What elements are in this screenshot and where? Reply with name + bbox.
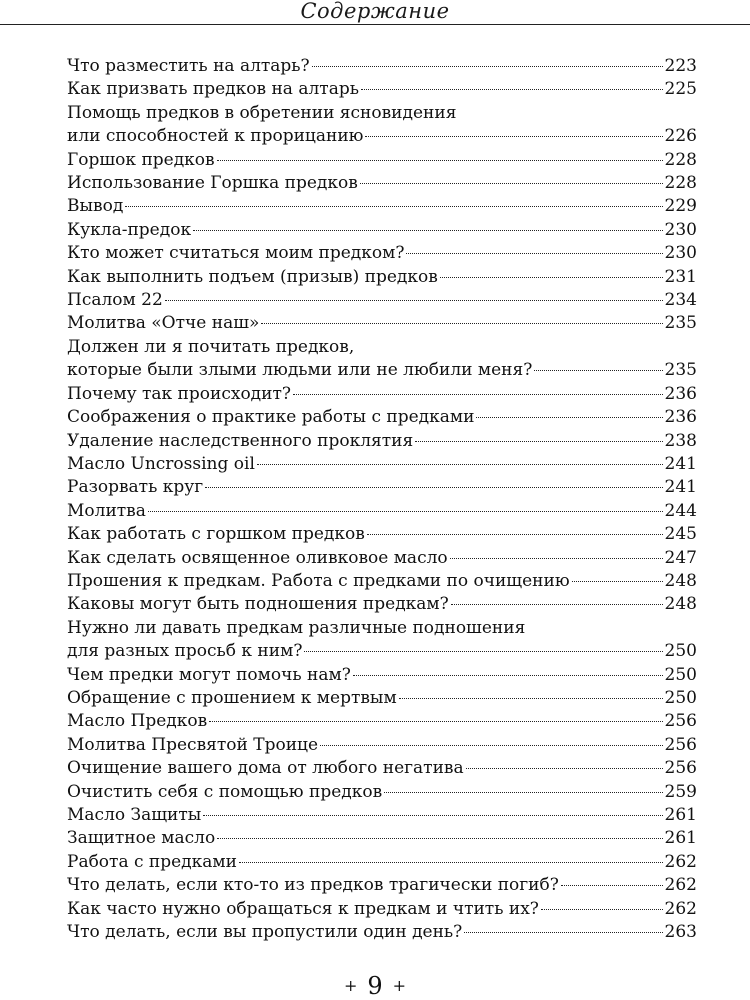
toc-entry-row [67,664,697,687]
toc-entry [67,266,697,289]
dot-leader [450,558,663,559]
dot-leader [257,464,663,465]
toc-entry-page: 256 [664,734,697,755]
toc-entry-title: Прошения к предкам. Работа с предками по очищению [67,570,570,591]
dot-leader [561,885,663,886]
dot-leader [464,932,662,933]
toc-entry [67,523,697,546]
toc-entry [67,781,697,804]
toc-entry-title: Очищение вашего дома от любого негатива [67,758,464,779]
toc-entry-row [67,289,697,312]
dot-leader [304,651,662,652]
dot-leader [361,89,663,90]
toc-entry-title: Масло Uncrossing oil [67,453,255,474]
toc-entry-page: 245 [664,524,697,545]
dot-leader [203,815,662,816]
toc-entry-page: 262 [664,875,697,896]
toc-entry-row [67,125,697,148]
toc-entry-page: 225 [664,79,697,100]
toc-entry-page: 244 [664,500,697,521]
toc-entry-title: Как призвать предков на алтарь [67,79,359,100]
toc-entry-row [67,500,697,523]
toc-entry-title: Как сделать освященное оливковое масло [67,547,448,568]
toc-entry-title: Вывод [67,196,124,217]
toc-entry-title: Горшок предков [67,149,215,170]
toc-entry-row [67,874,697,897]
toc-entry-row [67,781,697,804]
toc-entry [67,430,697,453]
toc-entry-title: Кукла-предок [67,219,192,240]
toc-entry-page: 256 [664,758,697,779]
toc-entry-page: 228 [664,149,697,170]
toc-entry-title: или способностей к прорицанию [67,126,364,147]
toc-entry-page: 234 [664,290,697,311]
toc-entry-row [67,149,697,172]
dot-leader [320,745,663,746]
toc-entry-title: Использование Горшка предков [67,173,358,194]
toc-entry-row [67,523,697,546]
toc-entry-page: 248 [664,570,697,591]
toc-entry-page: 250 [664,664,697,685]
dot-leader [406,253,662,254]
toc-entry [67,406,697,429]
dot-leader [312,66,663,67]
table-of-contents [67,55,697,944]
toc-entry [67,476,697,499]
toc-entry-page: 256 [664,711,697,732]
toc-entry-title: Обращение с прошением к мертвым [67,687,397,708]
toc-entry-title: Кто может считаться моим предком? [67,243,405,264]
toc-entry [67,757,697,780]
dot-leader [451,604,663,605]
dot-leader [466,768,663,769]
dot-leader [125,206,662,207]
toc-entry-page: 241 [664,453,697,474]
toc-entry-row [67,219,697,242]
toc-entry-title: Разорвать круг [67,477,204,498]
toc-entry [67,921,697,944]
dot-leader [415,441,662,442]
toc-entry [67,617,697,664]
toc-entry [67,383,697,406]
toc-entry [67,219,697,242]
toc-entry [67,547,697,570]
toc-entry-page: 250 [664,687,697,708]
dot-leader [165,300,663,301]
toc-entry-row [67,383,697,406]
toc-entry-row [67,359,697,382]
toc-entry-title: Что разместить на алтарь? [67,56,310,76]
toc-entry-page: 250 [664,641,697,662]
toc-entry-page: 259 [664,781,697,802]
page-footer [0,972,750,1000]
toc-entry-row [67,804,697,827]
toc-entry [67,289,697,312]
toc-entry-row [67,827,697,850]
toc-entry [67,687,697,710]
dot-leader [293,394,663,395]
toc-entry-row [67,710,697,733]
toc-entry-title: Работа с предками [67,851,237,872]
toc-entry-row [67,406,697,429]
toc-entry-title: Соображения о практике работы с предками [67,407,475,428]
toc-entry-page: 238 [664,430,697,451]
toc-entry-title: Масло Защиты [67,805,202,825]
dot-leader [353,675,663,676]
toc-entry [67,500,697,523]
dot-leader [367,534,663,535]
toc-entry-title: для разных просьб к ним? [67,641,303,662]
toc-entry-row [67,195,697,218]
toc-entry-title: Каковы могут быть подношения предкам? [67,594,449,615]
toc-entry-row [67,242,697,265]
toc-entry-title: Почему так происходит? [67,383,291,404]
dot-leader [261,323,662,324]
toc-entry-row [67,757,697,780]
toc-entry-row [67,547,697,570]
toc-entry-row [67,570,697,593]
toc-entry-title: которые были злыми людьми или не любили меня? [67,360,533,381]
dot-leader [384,792,662,793]
toc-entry-page: 235 [664,313,697,334]
toc-entry-page: 236 [664,383,697,404]
toc-entry-row [67,453,697,476]
dot-leader [440,277,663,278]
toc-entry-title: Масло Предков [67,711,208,732]
toc-entry [67,172,697,195]
toc-entry [67,827,697,850]
dot-leader [534,370,662,371]
toc-entry-page: 231 [664,266,697,287]
toc-entry-page: 223 [664,56,697,76]
toc-entry-title-line1: Должен ли я почитать предков, [67,336,355,357]
toc-entry [67,874,697,897]
dot-leader [205,487,662,488]
toc-entry-title-line1: Нужно ли давать предкам различные подношения [67,617,526,638]
dot-leader [541,909,663,910]
toc-entry [67,664,697,687]
toc-entry-row [67,266,697,289]
toc-entry [67,102,697,149]
dot-leader [193,230,662,231]
toc-entry-page: 262 [664,898,697,919]
toc-entry-row [67,640,697,663]
footer-ornament-left: + [343,976,358,995]
toc-entry-row [67,687,697,710]
toc-entry [67,312,697,335]
toc-entry-title: Как работать с горшком предков [67,524,365,545]
toc-entry-row [67,921,697,944]
toc-entry-title: Что делать, если кто-то из предков трагически погиб? [67,875,559,896]
toc-entry-title-line1: Помощь предков в обретении ясновидения [67,102,457,123]
toc-entry [67,710,697,733]
toc-entry [67,55,697,78]
toc-entry-page: 261 [664,805,697,825]
dot-leader [209,721,662,722]
dot-leader [399,698,663,699]
toc-entry [67,570,697,593]
toc-entry [67,734,697,757]
toc-entry-page: 241 [664,477,697,498]
toc-entry-page: 235 [664,360,697,381]
toc-entry [67,453,697,476]
toc-entry-title: Очистить себя с помощью предков [67,781,383,802]
toc-entry-page: 248 [664,594,697,615]
toc-entry-row [67,851,697,874]
dot-leader [239,862,663,863]
toc-entry-title: Молитва «Отче наш» [67,313,260,334]
toc-entry-row [67,593,697,616]
toc-entry [67,195,697,218]
toc-entry-row [67,55,697,78]
dot-leader [476,417,662,418]
running-header: Содержание [300,0,450,23]
dot-leader [217,838,662,839]
toc-entry-title: Удаление наследственного проклятия [67,430,414,451]
dot-leader [572,581,663,582]
toc-entry-row [67,898,697,921]
footer-ornament-right: + [392,976,407,995]
toc-entry-title: Как часто нужно обращаться к предкам и чтить их? [67,898,539,919]
toc-entry [67,851,697,874]
toc-entry-row [67,172,697,195]
dot-leader [148,511,663,512]
toc-entry-page: 230 [664,219,697,240]
toc-entry [67,78,697,101]
dot-leader [365,136,662,137]
toc-entry-page: 262 [664,851,697,872]
toc-entry-row [67,476,697,499]
toc-entry-title: Что делать, если вы пропустили один день? [67,922,463,943]
toc-entry-row [67,430,697,453]
toc-entry-page: 261 [664,828,697,849]
toc-entry-page: 230 [664,243,697,264]
toc-entry-page: 229 [664,196,697,217]
toc-entry-page: 228 [664,173,697,194]
toc-entry-title: Псалом 22 [67,290,163,311]
toc-entry [67,149,697,172]
dot-leader [360,183,663,184]
toc-entry-title: Как выполнить подъем (призыв) предков [67,266,438,287]
toc-entry [67,804,697,827]
toc-entry [67,898,697,921]
toc-entry-page: 247 [664,547,697,568]
toc-entry-row [67,312,697,335]
toc-entry-page: 236 [664,407,697,428]
toc-entry-title: Чем предки могут помочь нам? [67,664,351,685]
toc-entry [67,242,697,265]
toc-entry-title: Молитва Пресвятой Троице [67,734,319,755]
toc-entry [67,336,697,383]
page-number: 9 [367,972,383,1000]
toc-entry-title: Молитва [67,500,146,521]
toc-entry [67,593,697,616]
toc-entry-title: Защитное масло [67,828,216,849]
header-rule [0,24,750,25]
toc-entry-page: 263 [664,922,697,943]
dot-leader [217,160,663,161]
toc-entry-page: 226 [664,126,697,147]
toc-entry-row [67,734,697,757]
toc-entry-row [67,78,697,101]
